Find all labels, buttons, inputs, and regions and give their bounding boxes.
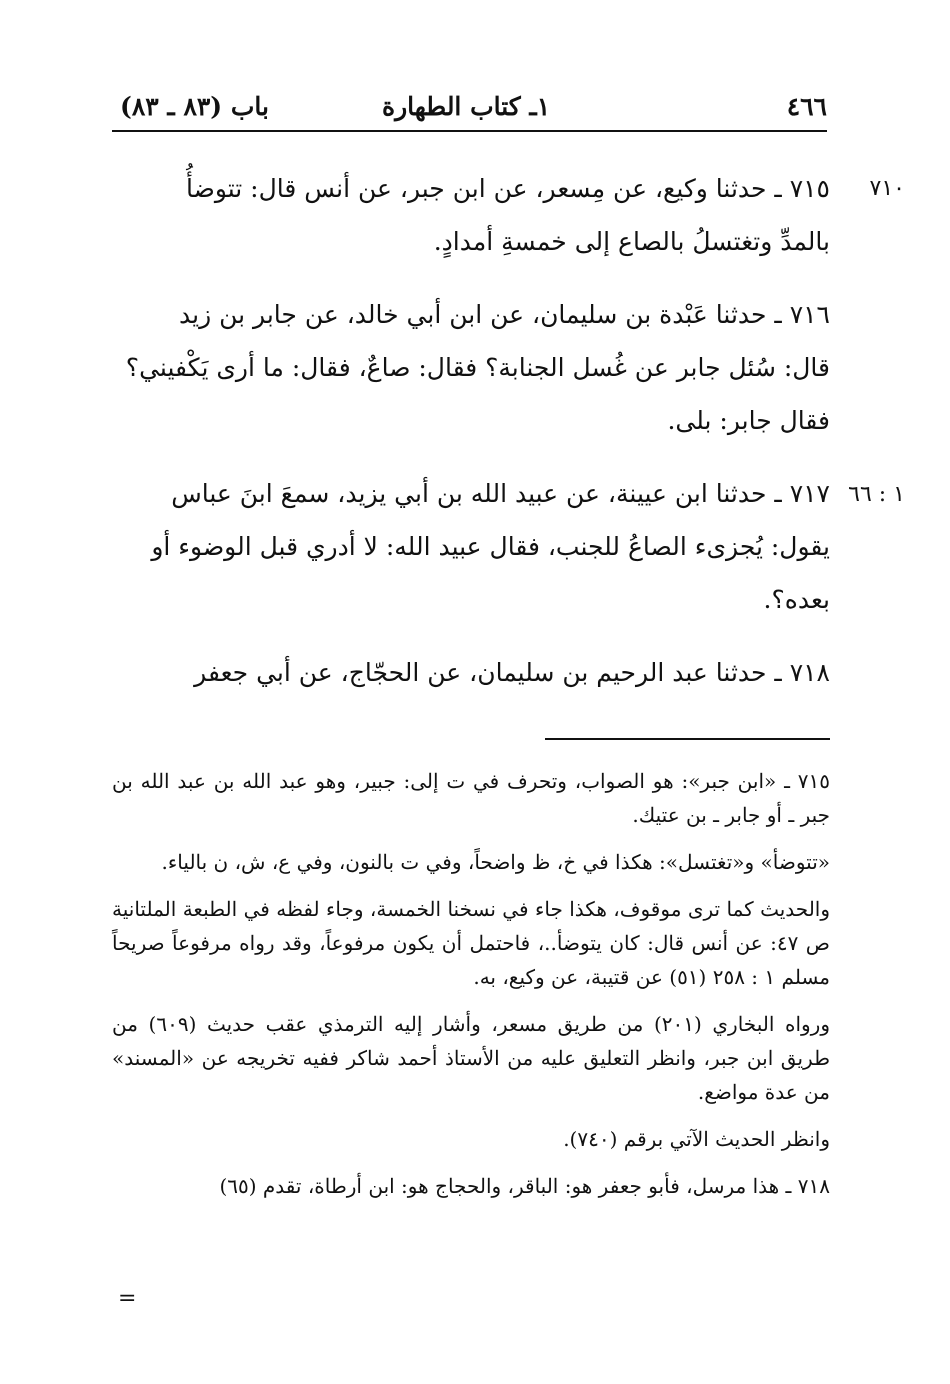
text-line: بالمدِّ وتغتسلُ بالصاع إلى خمسةِ أمدادٍ. — [433, 227, 830, 256]
page-header — [112, 84, 827, 134]
header-rule — [112, 130, 827, 132]
hadith-717 — [112, 467, 830, 626]
text-line: فقال جابر: بلى. — [667, 406, 830, 435]
footnote: وانظر الحديث الآتي برقم (٧٤٠). — [563, 1127, 830, 1151]
text-line: ٧١٥ ـ حدثنا وكيع، عن مِسعر، عن ابن جبر، عن أنس قال: تتوضأُ — [185, 174, 830, 203]
hadith-718 — [112, 646, 830, 699]
text-line: قال: سُئل جابر عن غُسل الجنابة؟ فقال: صاعٌ، فقال: ما أرى يَكْفيني؟ — [125, 353, 830, 382]
text-line: ٧١٧ ـ حدثنا ابن عيينة، عن عبيد الله بن أبي يزيد، سمعَ ابنَ عباس — [171, 479, 830, 508]
footnotes — [112, 764, 830, 1216]
chapter-label: باب (٨٣ ـ ٨٣) — [120, 92, 269, 121]
hadith-716 — [112, 288, 830, 447]
hadith-715 — [112, 162, 830, 268]
footnote: ٧١٥ ـ «ابن جبر»: هو الصواب، وتحرف في ت إلى: جبير، وهو عبد الله بن عبد الله بن جبر ـ أو جابر ـ بن عتيك. — [112, 769, 830, 827]
footnote-separator — [545, 738, 830, 740]
text-line: بعده؟. — [763, 585, 830, 614]
margin-reference: ٧١٠ — [869, 176, 905, 201]
text-line: ٧١٨ ـ حدثنا عبد الرحيم بن سليمان، عن الحجّاج، عن أبي جعفر — [194, 658, 830, 687]
book-title: ١ـ كتاب الطهارة — [382, 92, 551, 121]
continuation-mark: = — [118, 1286, 137, 1311]
footnote: «تتوضأ» و«تغتسل»: هكذا في خ، ظ واضحاً، وفي ت بالنون، وفي ع، ش، ن بالياء. — [161, 850, 830, 874]
footnote: ورواه البخاري (٢٠١) من طريق مسعر، وأشار إليه الترمذي عقب حديث (٦٠٩) من طريق ابن جبر، وانظر التعليق عليه من الأستاذ أحمد شاكر ففيه تخريجه عن «المسند» من عدة مواضع. — [112, 1012, 830, 1104]
footnote: ٧١٨ ـ هذا مرسل، فأبو جعفر هو: الباقر، والحجاج هو: ابن أرطاة، تقدم (٦٥) — [219, 1174, 830, 1198]
page-number: ٤٦٦ — [786, 92, 827, 121]
footnote: والحديث كما ترى موقوف، هكذا جاء في نسخنا الخمسة، وجاء لفظه في الطبعة الملتانية ص ٤٧: عن أنس قال: كان يتوضأ..، فاحتمل أن يكون مرفوعاً، وقد رواه مرفوعاً صريحاً مسلم ١ : ٢٥٨ (٥١) عن قتيبة، عن وكيع، به. — [112, 897, 830, 989]
main-text — [112, 162, 830, 719]
margin-reference: ١ : ٦٦ — [848, 482, 905, 507]
text-line: ٧١٦ ـ حدثنا عَبْدة بن سليمان، عن ابن أبي خالد، عن جابر بن زيد — [179, 300, 830, 329]
text-line: يقول: يُجزىء الصاعُ للجنب، فقال عبيد الله: لا أدري قبل الوضوء أو — [151, 532, 830, 561]
